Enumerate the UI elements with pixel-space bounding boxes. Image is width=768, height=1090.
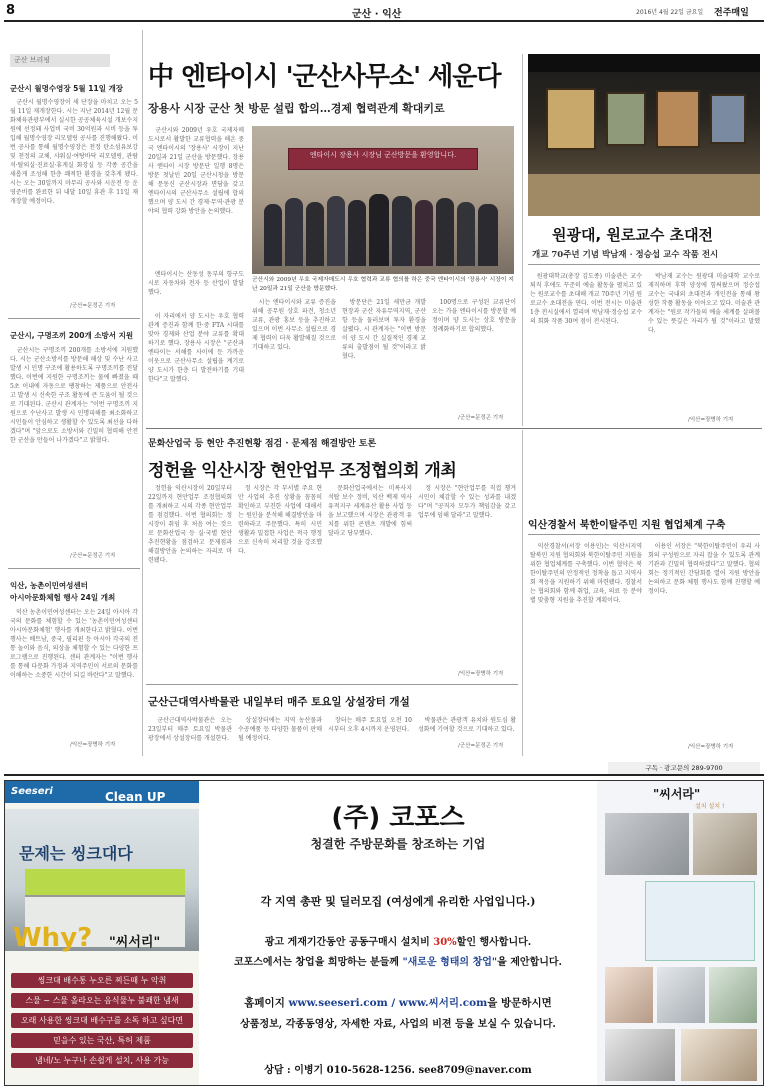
lead-subhead: 장용사 시장 군산 첫 방문 설립 합의…경제 협력관계 확대키로 bbox=[148, 102, 445, 115]
story4-col-3: 장터는 매주 토요일 오전 10시부터 오후 4시까지 운영된다. bbox=[328, 717, 412, 733]
story2-col-2: 정 시장은 각 부서별 주요 현안 사업의 추진 상황을 꼼꼼히 확인하고 부진한 사업에 대해서는 원인을 분석해 해결방안을 마련하라고 주문했다. 특히 시민 생활과 밀접한 사업은 적극 행정으로 신속히 처리할 것을 강조했다. bbox=[238, 485, 322, 555]
ad-site-post: 을 방문하시면 bbox=[487, 997, 552, 1009]
lead-col-4: 100명으로 구성된 교류단이 오는 가을 엔타이시를 방문할 예정이며 양 도시는 상호 방문을 정례화하기로 합의했다. bbox=[432, 299, 516, 333]
ad-product-photo-6 bbox=[605, 1029, 675, 1081]
group-people bbox=[264, 186, 502, 266]
ad-promo-pct: 30% bbox=[433, 937, 457, 948]
brief-byline-3: /익산=장병하 기자 bbox=[70, 742, 116, 748]
ad-product-photo-2 bbox=[693, 813, 757, 875]
story3-rule bbox=[528, 534, 760, 535]
brief-byline-1: /군산=문정곤 기자 bbox=[70, 303, 116, 309]
story4-byline: /군산=문정곤 기자 bbox=[458, 743, 504, 749]
page-number: 8 bbox=[6, 3, 16, 18]
ad-product-box bbox=[645, 881, 755, 961]
mid-rule bbox=[146, 428, 762, 429]
story4-col-1: 군산근대역사박물관은 오는 23일부터 매주 토요일 박물관 광장에서 상설장터를 개설한다. bbox=[148, 717, 232, 742]
feature-subhead: 개교 70주년 기념 박남재 · 정승섭 교수 작품 전시 bbox=[532, 250, 719, 260]
ad-startup-pre: 코포스에서는 창업을 희망하는 분들께 bbox=[233, 957, 403, 968]
story3-headline: 익산경찰서 북한이탈주민 지원 협업체계 구축 bbox=[528, 520, 726, 531]
feature-headline: 원광대, 원로교수 초대전 bbox=[552, 226, 714, 244]
feature-rule bbox=[528, 264, 760, 265]
lead-byline: /군산=문정곤 기자 bbox=[458, 415, 504, 421]
story3-col-1: 익산경찰서(서장 이용인)는 익산시지역 탈북민 지원 협의회와 북한이탈주민 지원을 위한 협업체계를 구축했다. 이번 협약은 북한이탈주민의 안정적인 정착을 돕고 지역사회 적응을 지원하기 위해 마련됐다. 경찰서는 협의회와 함께 취업, 교육, 의료 등 분야별 맞춤형 지원을 추진할 계획이다. bbox=[530, 543, 642, 604]
lead-col-2: 시는 엔타이시와 교류 증진을 위해 공무원 상호 파견, 청소년 교류, 관광 홍보 등을 추진하고 있으며 이번 사무소 설립으로 경제 협력이 더욱 활발해질 것으로 기대하고 있다. bbox=[252, 299, 336, 351]
ad-product-photo-7 bbox=[681, 1029, 757, 1081]
lead-col-2a: 이 자리에서 양 도시는 우호 협력 관계 증진과 함께 한·중 FTA 시대를 맞아 경제와 산업 분야 교류를 확대하기로 했다. 장용사 시장은 "군산과 엔타이는 서해를 사이에 둔 가까운 이웃으로 군산사무소 설립을 계기로 양 도시가 한층 더 발전하기를 기대한다"고 말했다. bbox=[148, 313, 244, 383]
ad-center bbox=[203, 781, 593, 1085]
story4-col-4: 박물관은 관광객 유치와 원도심 활성화에 기여할 것으로 기대하고 있다. bbox=[418, 717, 516, 733]
lead-right-rule bbox=[522, 54, 523, 426]
ad-product-photo-1 bbox=[605, 813, 689, 875]
ad-product-photo-4 bbox=[657, 967, 705, 1023]
ad-point-5: 냄네/노 누구나 손쉽게 설치, 사용 가능 bbox=[11, 1053, 193, 1068]
story2-kicker: 문화산업국 등 현안 추진현황 점검 · 문제점 해결방안 토론 bbox=[148, 439, 377, 449]
story4-headline: 군산근대역사박물관 내일부터 매주 토요일 상설장터 개설 bbox=[148, 696, 410, 708]
subscribe-box: 구독 · 광고문의 289-9700 bbox=[608, 762, 760, 775]
lead-photo bbox=[252, 126, 514, 274]
ad-point-4: 믿을수 있는 국산, 특허 제품 bbox=[11, 1033, 193, 1048]
brief-body-1: 군산시 월명수영장이 새 단장을 마치고 오는 5월 11일 재개장한다. 시는 지난 2014년 12월 문화체육관광부에서 실시한 공공체육시설 개보수지원에 선정돼 사업비 국비 30억원과 시비 등을 투입해 월명수영장 리모델링 공사를 진행해왔다. 이번 공사를 통해 월명수영장은 천정 탄소섬유보강 및 천정의 교체, 샤워실·여탕바닥 리모델링, 관람석·탈의실·진료실·휴게실 화장실 등 각종 공간을 새롭게 조성해 한층 쾌적한 환경을 갖추게 됐다. 시는 오는 30일까지 마무리 공사와 시운전 등 운영준비를 완료한 뒤 내달 10일 휴관 후 11일 재개장할 예정이다. bbox=[10, 99, 138, 205]
ad-site-pre: 홈페이지 bbox=[244, 997, 289, 1009]
brief-title-2: 군산시, 구명조끼 200개 소방서 지원 bbox=[10, 331, 134, 340]
ad-site bbox=[203, 995, 593, 1010]
briefing-tag: 군산 브리핑 bbox=[10, 54, 110, 67]
ad-slogan: 청결한 주방문화를 창조하는 기업 bbox=[310, 837, 486, 851]
story3-byline: /익산=장병하 기자 bbox=[688, 744, 734, 750]
ad-company: (주) 코포스 bbox=[331, 803, 465, 833]
ad-promo-post: 할인 행사합니다. bbox=[456, 937, 532, 948]
ad-site-line2: 상품정보, 각종동영상, 자세한 자료, 사업의 비젼 등을 보실 수 있습니다. bbox=[240, 1019, 556, 1030]
ad-top-rule bbox=[4, 774, 764, 776]
ad-point-1: 씽크대 배수통 누오른 찌든때 누 악취 bbox=[11, 973, 193, 988]
story2-byline: /익산=장병하 기자 bbox=[458, 671, 504, 677]
story2-col-3: 문화산업국에서는 미륵사지 석탑 보수 정비, 익산 백제 역사유적지구 세계유산 활용 사업 등을 보고했으며 시장은 관광객 유치를 위한 콘텐츠 개발에 힘써 달라고 당부했다. bbox=[328, 485, 412, 537]
sidebar-column-rule bbox=[142, 30, 143, 756]
ad-clean-up: Clean UP bbox=[105, 790, 166, 804]
ad-problem: 문제는 씽크대다 bbox=[19, 844, 133, 863]
lead-headline: 中 엔타이시 '군산사무소' 세운다 bbox=[148, 62, 501, 92]
ad-startup-quote: "새로운 형태의 창업" bbox=[402, 957, 498, 968]
advert bbox=[4, 780, 764, 1086]
ad-point-3: 오래 사용한 씽크대 배수구를 소독 하고 싶다면 bbox=[11, 1013, 193, 1028]
brief-title-1: 군산시 월명수영장 5월 11일 개장 bbox=[10, 84, 124, 93]
feature-col-1: 원광대학교(총장 김도종) 미술관은 교수 퇴직 후에도 꾸준히 예술 활동을 펼치고 있는 원로교수를 초대해 개교 70주년 기념 원로교수 초대전을 연다. 이번 전시는 미술관 1층 전시실에서 열리며 박남재·정승섭 교수의 회화 작품 30여 점이 전시된다. bbox=[530, 273, 642, 325]
brief-divider-1 bbox=[8, 318, 140, 319]
lead-col-1: 군산시와 2009년 우호 국제자매도시로서 활발한 교류협력을 해온 중국 엔타이시의 '장용사' 시장이 지난 20일과 21일 군산을 방문했다. 장용사 엔타이 시장 방문단 일행 8명은 방문 첫날인 20일 군산시청을 방문해 문동신 군산시장과 면담을 갖고 엔타이시의 군산사무소 설립에 합의했으며 양 도시 간 경제·무역·관광 분야의 협력 강화 방안을 논의했다. bbox=[148, 127, 244, 215]
header-rule bbox=[4, 20, 764, 22]
ad-brand: Seeseri bbox=[11, 786, 53, 797]
story2-col-4: 정 시장은 "현안업무를 직접 챙겨 시민이 체감할 수 있는 성과를 내겠다"며 "공직자 모두가 책임감을 갖고 업무에 임해 달라"고 말했다. bbox=[418, 485, 516, 519]
brief-title-3: 익산, 농촌이민여성센터 bbox=[10, 581, 88, 590]
story2-headline: 정헌율 익산시장 현안업무 조정협의회 개최 bbox=[148, 461, 457, 481]
gallery-photo bbox=[528, 54, 760, 216]
ad-left-product: "씨서리" bbox=[109, 935, 161, 950]
paper-name: 전주매일 bbox=[714, 8, 749, 18]
ad-promo bbox=[203, 933, 593, 948]
issue-date: 2016년 4월 22일 금요일 bbox=[636, 9, 704, 16]
brief-subtitle-3: 아시아문화체험 행사 24일 개최 bbox=[10, 593, 116, 602]
brief-divider-2 bbox=[8, 568, 140, 569]
ad-left-panel bbox=[5, 781, 199, 1085]
story3-col-2: 이용인 서장은 "북한이탈주민이 우리 사회의 구성원으로 자리 잡을 수 있도록 관계기관과 긴밀히 협력하겠다"고 말했다. 협의회는 정기적인 간담회를 열어 지원 방안을 논의하고 문화 체험 행사도 함께 진행할 예정이다. bbox=[648, 543, 760, 595]
lead-photo-caption: 군산시와 2009년 우호 국제자매도시 우호 협력과 교류 협의를 하은 중국 엔타이시의 '장용사' 시장이 지난 20일과 21일 군산을 방문했다. bbox=[252, 277, 514, 292]
story2-col-1: 정헌율 익산시장이 20일부터 22일까지 현안업무 조정협의회를 개최하고 시의 각종 현안업무를 점검했다. 이번 협의회는 정 시장이 취임 후 처음 여는 것으로 문화산업국 등 실·국별 현안 추진현황을 점검하고 문제점과 해결방안을 논의하는 자리로 마련됐다. bbox=[148, 485, 232, 564]
lead-col-1b: 엔타이시는 산동성 동부의 항구도시로 자동차와 전자 등 산업이 발달했다. bbox=[148, 271, 244, 296]
ad-contact: 상담 : 이병기 010-5628-1256. see8709@naver.com bbox=[264, 1065, 532, 1076]
ad-promo-pre: 광고 게재기간동안 공동구매시 설치비 bbox=[264, 937, 434, 948]
ad-right-caption: 설치 설치 ! bbox=[695, 803, 725, 810]
ad-dealer: 각 지역 총판 및 딜러모집 (여성에게 유리한 사업입니다.) bbox=[260, 895, 536, 908]
brief-byline-2: /군산=문정곤 기자 bbox=[70, 553, 116, 559]
brief-body-3: 익산 농촌이민여성센터는 오는 24일 아시아 각국의 문화를 체험할 수 있는 '농촌이민여성센터 아시아문화체험' 행사를 개최한다고 밝혔다. 이번 행사는 베트남, 중국, 필리핀 등 아시아 각국의 전통 놀이와 음식, 의상을 체험할 수 있는 다양한 프로그램으로 진행된다. 센터 관계자는 "이번 행사를 통해 다문화 가정과 지역주민이 서로의 문화를 이해하는 소중한 시간이 되길 바란다"고 말했다. bbox=[10, 609, 138, 679]
ad-product-photo-3 bbox=[605, 967, 653, 1023]
lead-col-3: 방문단은 21일 새만금 개발 현장과 군산 자유무역지역, 군산항 등을 둘러보며 투자 환경을 살폈다. 시 관계자는 "이번 방문이 양 도시 간 실질적인 경제 교류의 출발점이 될 것"이라고 밝혔다. bbox=[342, 299, 426, 360]
ad-site-url[interactable]: www.seeseri.com / www.씨서리.com bbox=[288, 997, 488, 1009]
brief-body-2: 군산시는 구명조끼 200개를 소방서에 지원했다. 시는 군산소방서를 방문해 해상 및 수난 사고 발생 시 인명 구조에 활용하도록 구명조끼를 전달했다. 이번에 지원한 구명조끼는 물에 빠졌을 때 5초 이내에 자동으로 팽창하는 제품으로 안전사고 발생 시 신속한 구조 활동에 큰 도움이 될 것으로 기대된다. 군산시 관계자는 "이번 구명조끼 지원으로 수난사고 발생 시 인명피해를 최소화하고 시민들이 안심하고 생활할 수 있도록 최선을 다하겠다"며 "앞으로도 소방서와 긴밀히 협력해 안전한 군산을 만들어 나가겠다"고 밝혔다. bbox=[10, 347, 138, 444]
ad-why: Why? bbox=[13, 923, 93, 953]
ad-point-2: 스물 ~ 스물 올라오는 음식물누 불쾌한 냄새 bbox=[11, 993, 193, 1008]
section-title: 군산 · 익산 bbox=[352, 9, 402, 20]
story3-left-rule bbox=[522, 430, 523, 756]
feature-col-2: 박남재 교수는 원광대 미술대학 교수로 재직하며 후학 양성에 힘써왔으며 정승섭 교수는 국내외 초대전과 개인전을 통해 왕성한 작품 활동을 이어오고 있다. 미술관 관계자는 "원로 작가들의 예술 세계를 살펴볼 수 있는 뜻깊은 자리가 될 것"이라고 말했다. bbox=[648, 273, 760, 334]
story2-rule bbox=[146, 684, 518, 685]
ad-startup-post: 을 제안합니다. bbox=[497, 957, 563, 968]
ad-product-photo-5 bbox=[709, 967, 757, 1023]
ad-right-product: "씨서라" bbox=[653, 787, 701, 801]
story4-col-2: 상설장터에는 지역 농산물과 수공예품 등 다양한 물품이 판매될 예정이다. bbox=[238, 717, 322, 742]
ad-right-panel bbox=[597, 781, 763, 1085]
feature-byline: /익산=장병하 기자 bbox=[688, 417, 734, 423]
ad-startup bbox=[203, 953, 593, 968]
banner-text: 엔타이시 장용사 시장님 군산방문을 환영합니다. bbox=[309, 151, 457, 159]
